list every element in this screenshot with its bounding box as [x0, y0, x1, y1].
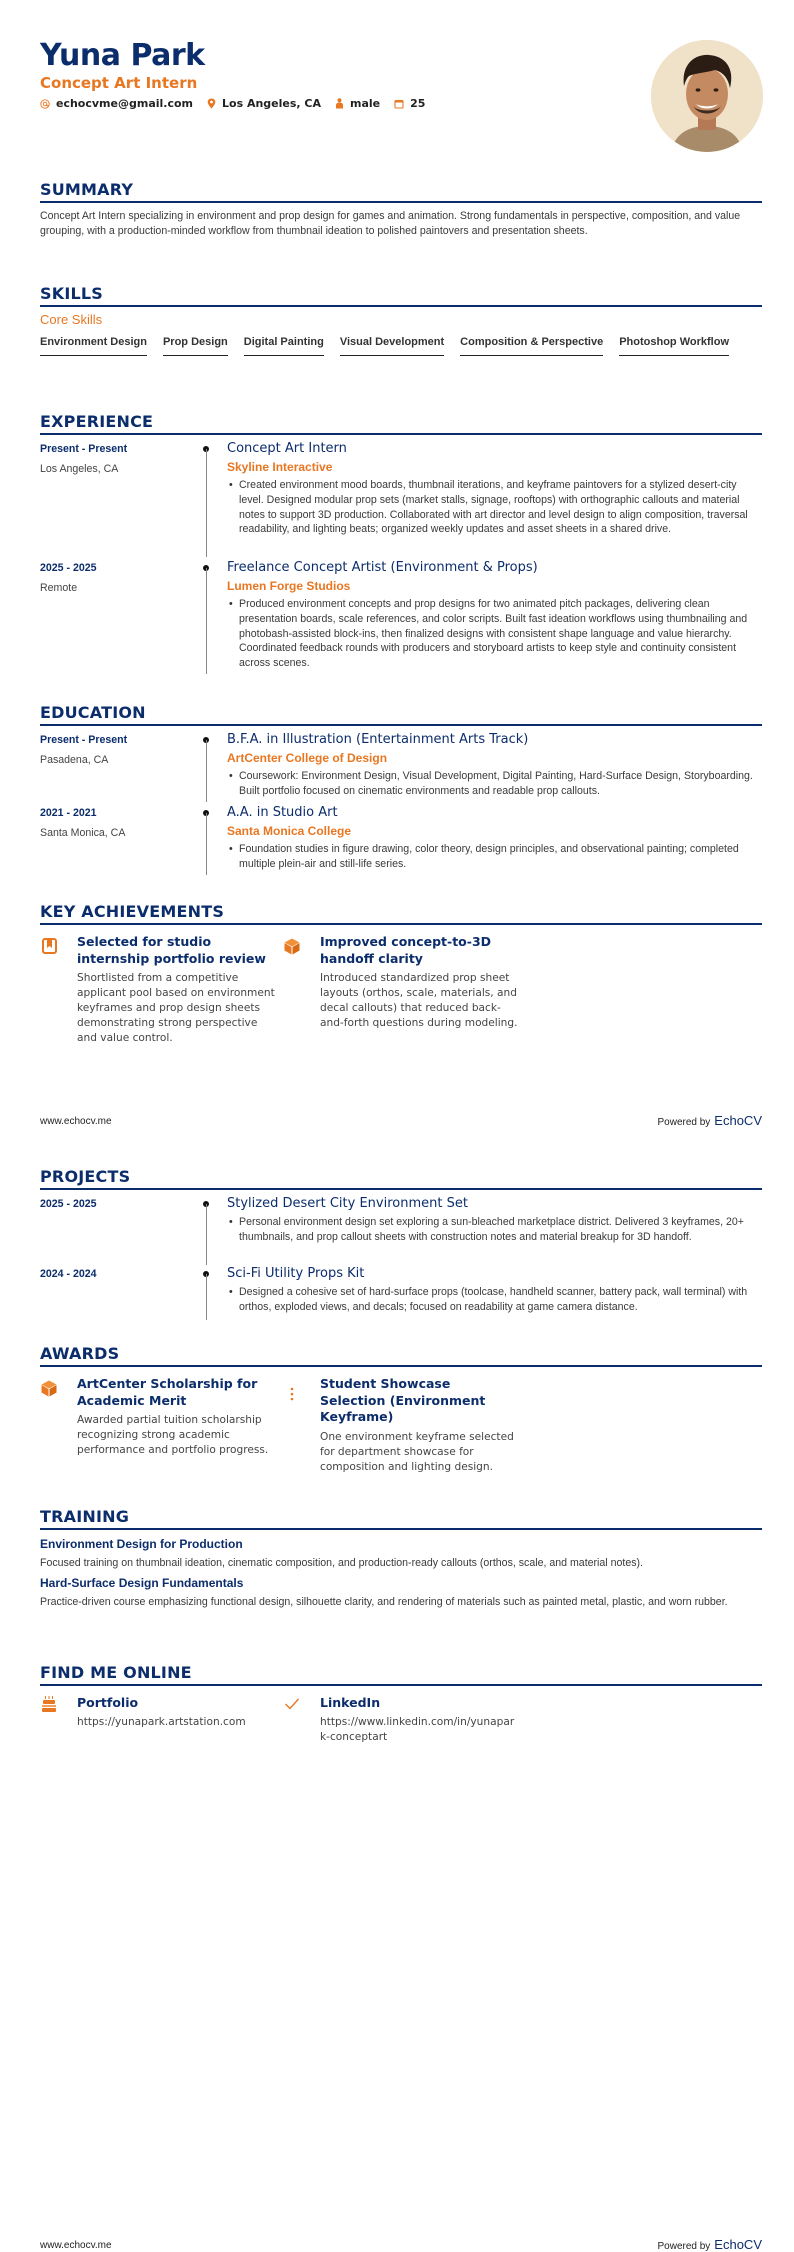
entry-location: Los Angeles, CA	[40, 463, 119, 475]
achievement-card	[283, 934, 518, 1054]
contact-gender	[335, 97, 380, 110]
contact-age-value: 25	[410, 97, 426, 110]
entry-dates: 2025 - 2025	[40, 1198, 97, 1210]
entry-bullet: • Foundation studies in figure drawing, color theory, design principles, and observational painting; completed multiple plein-air and still-life series.	[227, 842, 762, 872]
section-title-awards: AWARDS	[40, 1344, 120, 1363]
timeline-line	[206, 568, 207, 674]
section-divider	[40, 724, 762, 726]
experience-entry	[40, 443, 762, 558]
contact-gender-value: male	[350, 97, 381, 110]
entry-bullet: • Produced environment concepts and prop designs for two animated pitch packages, delivering clean presentation boards, scale references, and color scripts. Built fast ideation workflows using thumbnailing and photobash-assisted block-ins, then finalized designs with consistent shape language and value hierarchy. Coordinated feedback rounds with producers and storyboard artists to keep style and continuity consistent across scenes.	[227, 597, 762, 671]
brand-logo[interactable]: EchoCV	[714, 1113, 762, 1128]
contact-location	[207, 97, 321, 110]
entry-organization: Santa Monica College	[227, 824, 352, 838]
entry-title: Stylized Desert City Environment Set	[227, 1196, 468, 1211]
entry-bullet: • Personal environment design set exploring a sun-bleached marketplace district. Delivered 3 keyframes, 20+ thumbnails, and prop callout sheets with construction notes and material breakup for 3D handoff.	[227, 1215, 762, 1245]
profile-photo	[651, 40, 763, 152]
summary-text: Concept Art Intern specializing in environment and prop design for games and animation. Strong fundamentals in perspective, composition, and value grouping, with a production-minded workflow from thumbnail ideation to polished paintovers and presentation sheets.	[40, 210, 741, 237]
entry-dates: 2025 - 2025	[40, 562, 97, 574]
entry-organization: ArtCenter College of Design	[227, 751, 388, 765]
skill-tag: Digital Painting	[244, 335, 324, 356]
skills-list	[40, 335, 762, 364]
footer-powered-by	[657, 2237, 762, 2252]
entry-dates: 2024 - 2024	[40, 1268, 97, 1280]
entry-body	[227, 1266, 762, 1315]
skills-group-label: Core Skills	[40, 312, 103, 327]
section-divider	[40, 1188, 762, 1190]
experience-entry	[40, 562, 762, 677]
entry-bullet: • Designed a cohesive set of hard-surface props (toolcase, handheld scanner, battery pack, wall terminal) with orthos, exploded views, and decals; focused on readability at game camera distance.	[227, 1285, 762, 1315]
entry-dates: 2021 - 2021	[40, 807, 97, 819]
checkmark-icon	[283, 1695, 301, 1713]
timeline-line	[206, 813, 207, 875]
calendar-icon	[394, 99, 404, 109]
entry-title: A.A. in Studio Art	[227, 805, 338, 820]
cube-icon	[283, 937, 301, 955]
online-link-label: LinkedIn	[320, 1695, 381, 1710]
skill-tag: Photoshop Workflow	[619, 335, 729, 356]
entry-title: B.F.A. in Illustration (Entertainment Arts Track)	[227, 732, 529, 747]
contact-age	[394, 97, 425, 110]
education-entry	[40, 734, 762, 804]
education-entry	[40, 807, 762, 877]
project-entry	[40, 1198, 762, 1268]
entry-body	[227, 805, 762, 872]
cake-icon	[40, 1695, 58, 1713]
entry-bullet: • Created environment mood boards, thumbnail iterations, and keyframe paintovers for a stylized desert-city level. Designed modular prop sets (market stalls, signage, rooftops) with orthographic callouts and material notes to support 3D production. Collaborated with art director and level design to align composition, traversal readability, and lighting beats; organized weekly updates and asset sheets in a shared drive.	[227, 478, 762, 537]
contact-location-value: Los Angeles, CA	[222, 97, 322, 110]
person-icon	[335, 98, 344, 109]
entry-body	[227, 441, 762, 537]
candidate-name: Yuna Park	[40, 38, 205, 73]
award-card	[40, 1376, 270, 1466]
achievement-title: Improved concept-to-3D handoff clarity	[320, 934, 492, 966]
entry-body	[227, 732, 762, 799]
online-link-card[interactable]	[283, 1695, 513, 1745]
entry-location: Santa Monica, CA	[40, 827, 126, 839]
footer-site-link[interactable]: www.echocv.me	[40, 2240, 112, 2251]
skill-tag: Environment Design	[40, 335, 147, 356]
section-title-skills: SKILLS	[40, 284, 103, 303]
skill-tag: Visual Development	[340, 335, 444, 356]
section-title-achievements: KEY ACHIEVEMENTS	[40, 902, 225, 921]
contact-row	[40, 97, 439, 110]
section-title-summary: SUMMARY	[40, 180, 134, 199]
award-description: One environment keyframe selected for department showcase for composition and lighting design.	[320, 1431, 514, 1473]
vertical-dots-icon	[283, 1385, 301, 1403]
section-divider	[40, 923, 762, 925]
section-title-experience: EXPERIENCE	[40, 412, 154, 431]
timeline-line	[206, 740, 207, 802]
achievement-card	[40, 934, 275, 1054]
timeline-line	[206, 1274, 207, 1320]
footer-site-link[interactable]: www.echocv.me	[40, 1116, 112, 1127]
online-link-label: Portfolio	[77, 1695, 139, 1710]
section-title-education: EDUCATION	[40, 703, 146, 722]
timeline-line	[206, 1204, 207, 1265]
section-title-training: TRAINING	[40, 1507, 130, 1526]
section-divider	[40, 1684, 762, 1686]
project-entry	[40, 1268, 762, 1323]
training-description: Focused training on thumbnail ideation, cinematic composition, and production-ready callouts (orthos, scale, and material notes).	[40, 1557, 643, 1569]
at-icon	[40, 99, 50, 109]
section-divider	[40, 1365, 762, 1367]
section-divider	[40, 1528, 762, 1530]
section-divider	[40, 201, 762, 203]
skill-tag: Prop Design	[163, 335, 228, 356]
timeline-line	[206, 449, 207, 557]
achievement-description: Introduced standardized prop sheet layouts (orthos, scale, materials, and decal callouts) that reduced back-and-forth questions during modeling.	[320, 972, 518, 1029]
award-card	[283, 1376, 513, 1486]
powered-by-label: Powered by	[657, 1117, 711, 1128]
candidate-title: Concept Art Intern	[40, 74, 198, 92]
section-divider	[40, 433, 762, 435]
skill-tag: Composition & Perspective	[460, 335, 603, 356]
training-description: Practice-driven course emphasizing functional design, silhouette clarity, and rendering of materials such as painted metal, plastic, and worn rubber.	[40, 1596, 728, 1608]
location-pin-icon	[207, 98, 216, 109]
entry-organization: Lumen Forge Studios	[227, 579, 351, 593]
section-title-online: FIND ME ONLINE	[40, 1663, 192, 1682]
entry-location: Remote	[40, 582, 78, 594]
training-title: Environment Design for Production	[40, 1537, 243, 1551]
achievement-description: Shortlisted from a competitive applicant pool based on environment keyframes and prop design sheets demonstrating strong perspective and value control.	[77, 972, 275, 1044]
online-link-card[interactable]	[40, 1695, 270, 1745]
entry-title: Sci-Fi Utility Props Kit	[227, 1266, 365, 1281]
contact-email[interactable]	[40, 97, 193, 110]
entry-location: Pasadena, CA	[40, 754, 109, 766]
entry-organization: Skyline Interactive	[227, 460, 333, 474]
achievement-title: Selected for studio internship portfolio review	[77, 934, 266, 966]
training-title: Hard-Surface Design Fundamentals	[40, 1576, 244, 1590]
entry-body	[227, 1196, 762, 1245]
entry-dates: Present - Present	[40, 734, 128, 746]
entry-title: Concept Art Intern	[227, 441, 347, 456]
powered-by-label: Powered by	[657, 2241, 711, 2252]
entry-body	[227, 560, 762, 671]
entry-bullet: • Coursework: Environment Design, Visual Development, Digital Painting, Hard-Surface Design, Storyboarding. Built portfolio focused on cinematic environments and readable prop callouts.	[227, 769, 762, 799]
section-title-projects: PROJECTS	[40, 1167, 131, 1186]
award-title: Student Showcase Selection (Environment Keyframe)	[320, 1376, 486, 1424]
online-link-url[interactable]: https://www.linkedin.com/in/yunapark-conceptart	[320, 1716, 515, 1743]
award-title: ArtCenter Scholarship for Academic Merit	[77, 1376, 258, 1408]
contact-email-value: echocvme@gmail.com	[56, 97, 194, 110]
entry-title: Freelance Concept Artist (Environment & Props)	[227, 560, 538, 575]
resume-page-2	[0, 1123, 794, 2252]
cube-icon	[40, 1379, 58, 1397]
award-description: Awarded partial tuition scholarship recognizing strong academic performance and portfolio progress.	[77, 1414, 269, 1456]
online-link-url[interactable]: https://yunapark.artstation.com	[77, 1716, 246, 1728]
entry-dates: Present - Present	[40, 443, 128, 455]
section-divider	[40, 305, 762, 307]
bookmark-icon	[40, 937, 58, 955]
brand-logo[interactable]: EchoCV	[714, 2237, 762, 2252]
